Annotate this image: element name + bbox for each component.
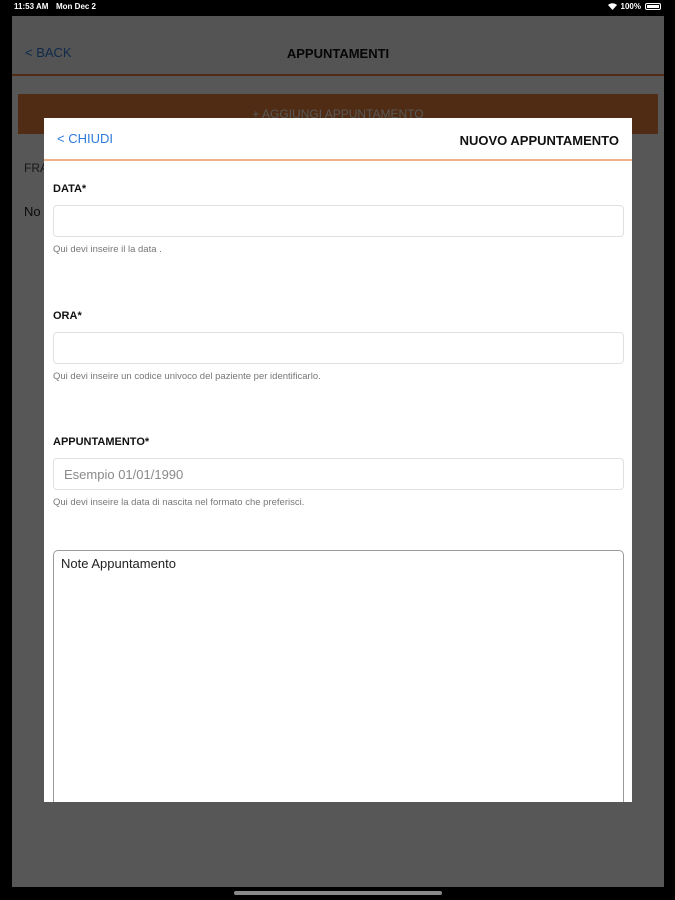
date-label: DATA* <box>53 183 87 195</box>
close-button[interactable]: < CHIUDI <box>57 131 113 146</box>
appointment-label: APPUNTAMENTO* <box>53 436 150 448</box>
date-input[interactable] <box>53 205 624 237</box>
modal-title: NUOVO APPUNTAMENTO <box>459 133 619 148</box>
wifi-icon <box>608 3 617 10</box>
new-appointment-modal <box>44 118 632 802</box>
time-help-text: Qui devi inseire un codice univoco del paziente per identificarlo. <box>53 371 321 382</box>
status-date: Mon Dec 2 <box>56 2 97 11</box>
battery-icon <box>645 3 661 10</box>
notes-textarea[interactable] <box>53 550 624 802</box>
status-time: 11:53 AM <box>14 2 49 11</box>
modal-header <box>44 118 632 161</box>
appointment-help-text: Qui devi inseire la data di nascita nel formato che preferisci. <box>53 497 305 508</box>
battery-percentage: 100% <box>620 2 641 11</box>
status-indicators <box>608 2 661 11</box>
status-bar <box>0 0 675 14</box>
date-help-text: Qui devi inseire il la data . <box>53 244 162 255</box>
home-indicator[interactable] <box>234 891 442 895</box>
appointment-input[interactable] <box>53 458 624 490</box>
time-label: ORA* <box>53 310 82 322</box>
time-input[interactable] <box>53 332 624 364</box>
